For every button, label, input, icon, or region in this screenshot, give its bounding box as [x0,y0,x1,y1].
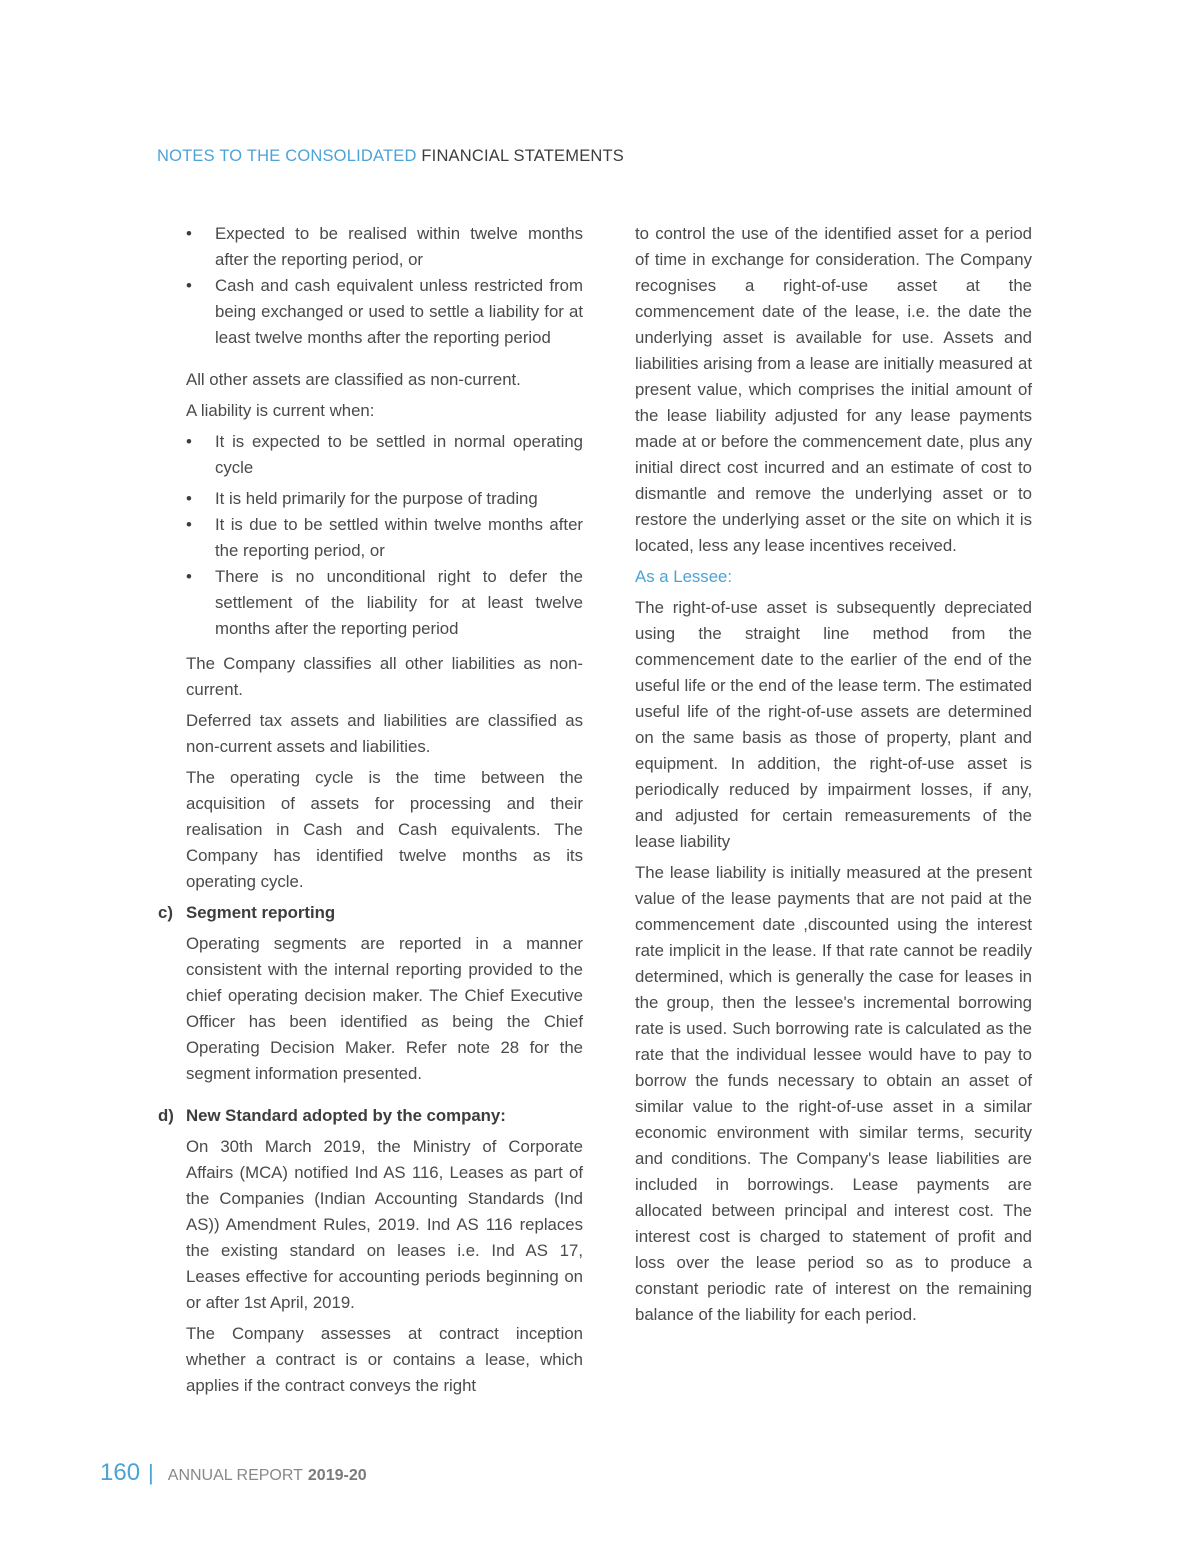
paragraph: Deferred tax assets and liabilities are classified as non-current assets and liabilities. [186,711,583,756]
footer-label: ANNUAL REPORT [167,1467,303,1484]
header-accent: NOTES TO THE CONSOLIDATED [157,147,417,165]
header-rest: FINANCIAL STATEMENTS [421,147,625,165]
section-heading-segment-reporting [158,900,583,926]
liability-current-criteria-list [186,429,583,642]
section-title: New Standard adopted by the company: [186,1106,506,1125]
left-column [158,221,583,1399]
footer-year: 2019-20 [307,1467,367,1484]
paragraph: The lease liability is initially measured at the present value of the lease payments that are not paid at the commencement date ,discounted using the interest rate implicit in the lease. If that rate cannot be readily determined, which is generally the case for leases in the group, then the lessee's incremental borrowing rate is used. Such borrowing rate is calculated as the rate that the individual lessee would have to pay to borrow the funds necessary to obtain an asset of similar value to the right-of-use asset in a similar economic environment with similar terms, security and conditions. The Company's lease liabilities are included in borrowings. Lease payments are allocated between principal and interest cost. The interest cost is charged to statement of profit and loss over the lease period so as to produce a constant periodic rate of interest on the remaining balance of the liability for each period. [635,863,1032,1324]
paragraph: On 30th March 2019, the Ministry of Corporate Affairs (MCA) notified Ind AS 116, Leases as part of the Companies (Indian Accounting Standards (Ind AS)) Amendment Rules, 2019. Ind AS 116 replaces the existing standard on leases i.e. Ind AS 17, Leases effective for accounting periods beginning on or after 1st April, 2019. [186,1137,583,1312]
paragraph: The operating cycle is the time between the acquisition of assets for processing and their realisation in Cash and Cash equivalents. The Company has identified twelve months as its operating cycle. [186,768,583,891]
list-item: • It is expected to be settled in normal operating cycle [186,429,583,481]
section-letter: c) [158,903,173,922]
list-item: • It is due to be settled within twelve months after the reporting period, or [186,512,583,564]
right-column [635,221,1032,1328]
section-title: Segment reporting [186,903,336,922]
list-item: • Expected to be realised within twelve months after the reporting period, or [186,221,583,273]
paragraph: to control the use of the identified asset for a period of time in exchange for consideration. The Company recognises a right-of-use asset at the commencement date of the lease, i.e. the date the underlying asset is available for use. Assets and liabilities arising from a lease are initially measured at present value, which comprises the initial amount of the lease liability adjusted for any lease payments made at or before the commencement date, plus any initial direct cost incurred and an estimate of cost to dismantle and remove the underlying asset or to restore the underlying asset or the site on which it is located, less any lease incentives received. [635,224,1032,555]
paragraph: A liability is current when: [186,401,375,420]
list-item: • It is held primarily for the purpose of trading [186,486,583,512]
paragraph: All other assets are classified as non-current. [186,370,521,389]
section-letter: d) [158,1106,174,1125]
asset-current-criteria-list [186,221,583,351]
list-item: • There is no unconditional right to defer the settlement of the liability for at least twelve months after the reporting period [186,564,583,642]
paragraph: The right-of-use asset is subsequently depreciated using the straight line method from the commencement date to the earlier of the end of the useful life or the end of the lease term. The estimated useful life of the right-of-use assets are determined on the same basis as those of property, plant and equipment. In addition, the right-of-use asset is periodically reduced by impairment losses, if any, and adjusted for certain remeasurements of the lease liability [635,598,1032,851]
subheading-as-a-lessee: As a Lessee: [635,567,733,586]
paragraph: The Company assesses at contract inception whether a contract is or contains a lease, which applies if the contract conveys the right [186,1324,583,1395]
page-footer [100,1459,367,1487]
section-heading-new-standard [158,1103,583,1129]
page-header [157,147,624,166]
page-number: 160 [100,1459,141,1486]
paragraph: Operating segments are reported in a manner consistent with the internal reporting provided to the chief operating decision maker. The Chief Executive Officer has been identified as being the Chief Operating Decision Maker. Refer note 28 for the segment information presented. [186,934,583,1083]
footer-separator: | [148,1460,154,1485]
list-item: • Cash and cash equivalent unless restricted from being exchanged or used to settle a liability for at least twelve months after the reporting period [186,273,583,351]
paragraph: The Company classifies all other liabilities as non-current. [186,654,583,699]
